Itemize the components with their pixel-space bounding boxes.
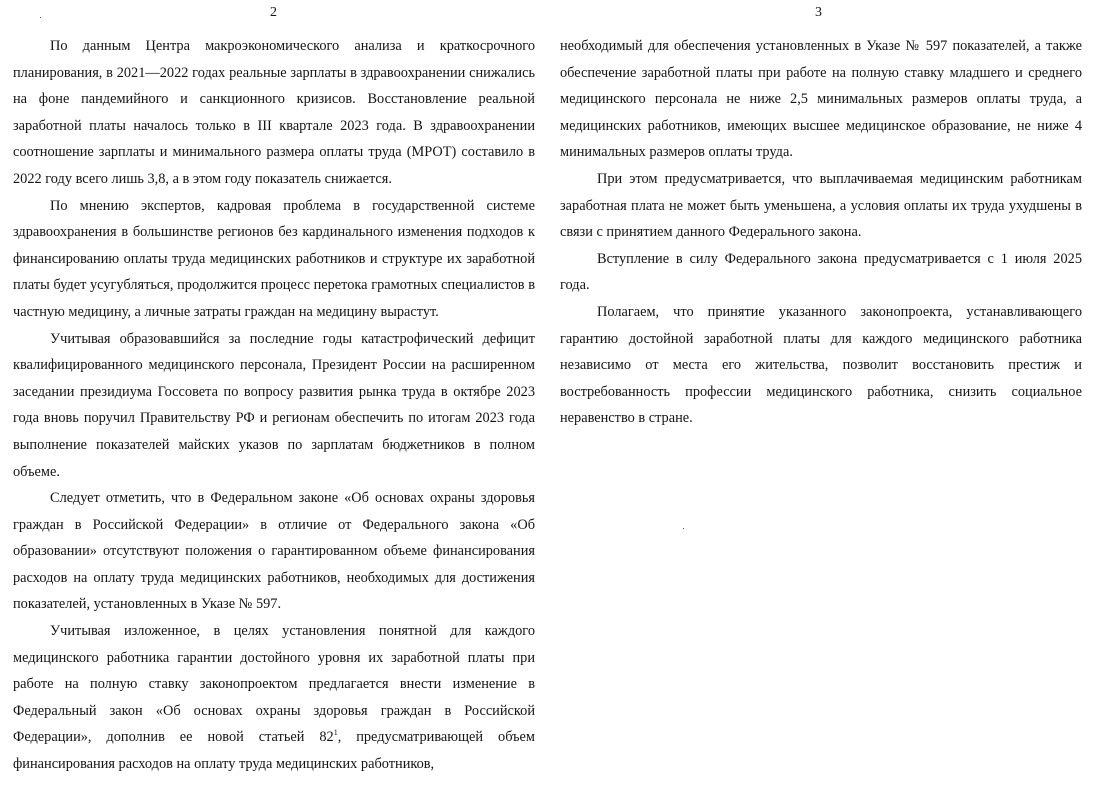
proposal-text-continued: , предусматривающей объем финансирования расходов на оплату труда медицинских работников, <box>13 729 535 773</box>
paragraph-president-instruction: Учитывая образовавшийся за последние годы катастрофический дефицит квалифицированного медицинского персонала, Президент России на расширенном заседании президиума Госсовета по вопросу развития рынка труда в октябре 2023 года вновь поручил Правительству РФ и регионам обеспечить по итогам 2023 года выполнение показателей майских указов по зарплатам бюджетников в полном объеме. <box>13 330 535 480</box>
page-number: 2 <box>270 5 277 20</box>
document-page-2 <box>0 0 546 786</box>
scan-artifact-dot <box>683 528 684 529</box>
paragraph-no-reduction: При этом предусматривается, что выплачиваемая медицинским работникам заработная плата не может быть уменьшена, а условия оплаты их труда ухудшены в связи с принятием данного Федерального закона. <box>560 170 1082 241</box>
paragraph-wage-dynamics: По данным Центра макроэкономического анализа и краткосрочного планирования, в 2021—2022 годах реальные зарплаты в здравоохранении снижались на фоне пандемийного и санкционного кризисов. Восстановление реальной заработной платы началось только в III квартале 2023 года. В здравоохранении соотношение зарплаты и минимального размера оплаты труда (МРОТ) составило в 2022 году всего лишь 3,8, а в этом году показатель снижается. <box>13 38 535 187</box>
document-page-3 <box>547 0 1093 786</box>
article-superscript: 1 <box>333 728 338 738</box>
paragraph-law-gap: Следует отметить, что в Федеральном законе «Об основах охраны здоровья граждан в Российской Федерации» в отличие от Федерального закона «Об образовании» отсутствуют положения о гарантированном объеме финансирования расходов на оплату труда медицинских работников, необходимых для достижения показателей, установленных в Указе № 597. <box>13 490 535 613</box>
page-body <box>13 33 535 778</box>
page-number: 3 <box>815 5 822 20</box>
paragraph-experts-opinion: По мнению экспертов, кадровая проблема в государственной системе здравоохранения в большинстве регионов без кардинального изменения подходов к финансированию оплаты труда медицинских работников и структуре их заработной платы будет усугубляться, продолжится процесс перетока грамотных специалистов в частную медицину, а личные затраты граждан на медицину вырастут. <box>13 197 535 320</box>
paragraph-effective-date: Вступление в силу Федерального закона предусматривается с 1 июля 2025 года. <box>560 250 1082 294</box>
proposal-text: Учитывая изложенное, в целях установления понятной для каждого медицинского работника гарантии достойного уровня их заработной платы при работе на полную ставку законопроектом предлагается внести изменение в Федеральный закон «Об основах охраны здоровья граждан в Российской Федерации», дополнив ее новой статьей 82 <box>13 623 535 746</box>
paragraph-proposal <box>13 618 535 778</box>
paragraph-conclusion: Полагаем, что принятие указанного законопроекта, устанавливающего гарантию достойной заработной платы для каждого медицинского работника независимо от места его жительства, позволит восстановить престиж и востребованность профессии медицинского работника, снизить социальное неравенство в стране. <box>560 303 1082 427</box>
paragraph-continuation: необходимый для обеспечения установленных в Указе № 597 показателей, а также обеспечение заработной платы при работе на полную ставку младшего и среднего медицинского персонала не ниже 2,5 минимальных размеров оплаты труда, а медицинских работников, имеющих высшее медицинское образование, не ниже 4 минимальных размеров оплаты труда. <box>560 38 1082 161</box>
page-body <box>560 33 1082 432</box>
scan-artifact-dot <box>40 17 41 18</box>
